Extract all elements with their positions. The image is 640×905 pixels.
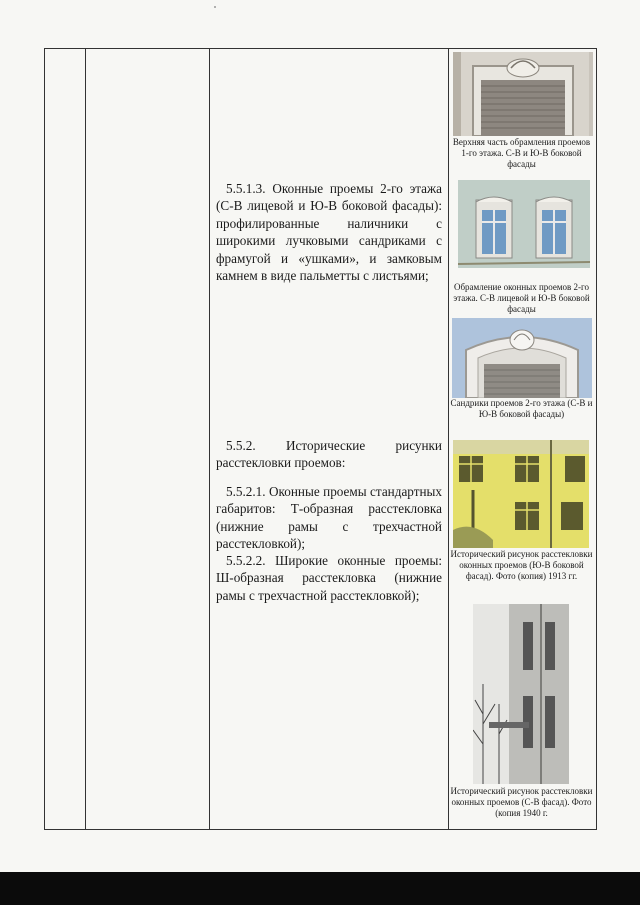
photo-second-floor-windows — [458, 180, 590, 268]
photo-historic-1940 — [473, 604, 569, 784]
scan-speck — [214, 6, 216, 8]
caption-4: Исторический рисунок расстекловки оконных проемов (Ю-В боковой фасад). Фото (копия) 1913 гг. — [450, 549, 593, 581]
table-column-divider — [448, 49, 449, 829]
table-column-divider — [85, 49, 86, 829]
paragraph-5-5-1-3 — [216, 180, 442, 284]
paragraph-5-5-2-1 — [216, 483, 442, 553]
paragraph-text: 5.5.2.2. Широкие оконные проемы: Ш-образная расстекловка (нижние рамы с трехчастной расстекловкой); — [216, 553, 442, 603]
paragraph-text: 5.5.2.1. Оконные проемы стандартных габаритов: Т-образная расстекловка (нижние рамы с трехчастной расстекловкой); — [216, 484, 442, 552]
photo-window-frame-top — [453, 52, 593, 136]
caption-5: Исторический рисунок расстекловки оконных проемов (С-В фасад). Фото (копия 1940 г. — [450, 786, 593, 818]
table-column-divider — [209, 49, 210, 829]
scan-bottom-edge — [0, 872, 640, 905]
paragraph-5-5-2 — [216, 437, 442, 472]
paragraph-text: 5.5.1.3. Оконные проемы 2-го этажа (С-В лицевой и Ю-В боковой фасады): профилированные наличники с широкими лучковыми сандриками с фрамугой и «ушками», и замковым камнем в виде пальметты с листьями; — [216, 181, 442, 284]
caption-3: Сандрики проемов 2-го этажа (С-В и Ю-В боковой фасады) — [450, 398, 593, 419]
paragraph-text: 5.5.2. Исторические рисунки расстекловки проемов: — [216, 438, 442, 471]
paragraph-5-5-2-2 — [216, 552, 442, 604]
photo-window-pediment — [452, 318, 592, 398]
photo-historic-1913 — [453, 440, 589, 548]
caption-1: Верхняя часть обрамления проемов 1-го этажа. С-В и Ю-В боковой фасады — [452, 137, 591, 169]
caption-2: Обрамление оконных проемов 2-го этажа. С-В лицевой и Ю-В боковой фасады — [453, 282, 590, 314]
